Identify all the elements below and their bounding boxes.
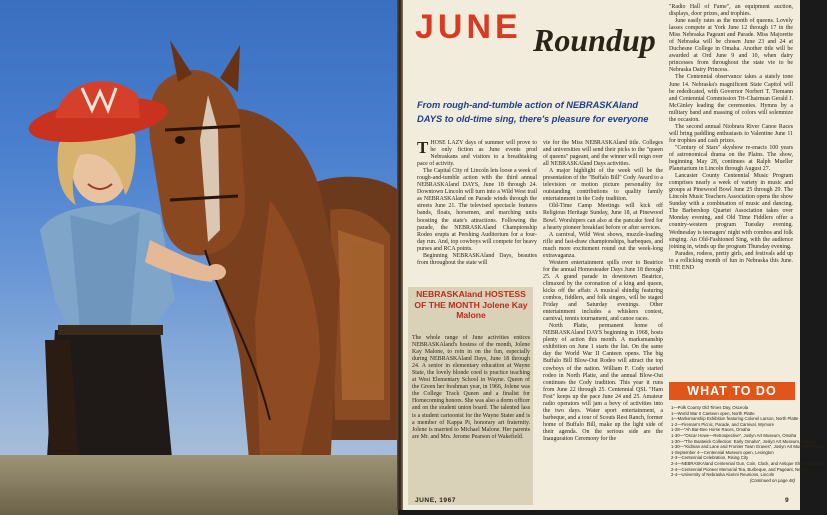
what-to-do-header: WHAT TO DO (669, 382, 795, 400)
list-item: 1-30—"Oscar Howe—Retrospective", Joslyn Art Museum, Omaha (671, 432, 797, 438)
paragraph: Western entertainment spills over to Beatrice for the annual Homesteader Days June 18 through 25. A grand parade in downtown Beatrice, climaxed by the coronation of a king and queen, kicks off the affair. A musical shindig featuring combos, fiddlers, and folk singers, will be staged Friday and Saturday evenings. Other entertainment includes a whiskers contest, carnival, tennis tournament, and canoe races. (543, 259, 663, 323)
list-item: 1—Marksmanship Exhibition featuring Colonel Larson, North Platte (671, 416, 799, 422)
headline-roundup: Roundup (533, 22, 656, 58)
paragraph: June easily rates as the month of queens. Lovely lasses compete at York June 12 through 17 in the Miss Nebraska Pageant and Parade. Miss Majorette of Nebraska will be chosen June 23 and 24 at Duchesne College in Omaha. Another title will be awarded at Ord June 9 and 10, when dairy princesses from throughout the state vie to be Nebraska Dairy Princess. (669, 18, 793, 74)
paragraph: The Capital City of Lincoln lets loose a week of rough-and-tumble action with the third annual NEBRASKAland DAYS, June 18 through 24. Downtown Lincoln will turn into a Wild West trail as NEBRASKAland on Parade winds through the streets June 21. The televised spectacle features bands, floats, horsemen, and marching units boosting the state's attractions. Following the parade, the NEBRASKAland Championship Rodeo erupts at Pershing Auditorium for a four-day run. And, top cowboys will compete for heavy purses and RCA points. (417, 168, 537, 252)
article-column-3 (669, 4, 793, 374)
footer-date: JUNE, 1967 (415, 497, 456, 504)
paragraph: A carnival, Wild West shows, muzzle-loading rifle and fast-draw championships, barbeques, and much more excitement round out the week-long extravaganza. (543, 231, 663, 259)
woman-with-horse-photo (0, 0, 398, 510)
article-page (403, 0, 827, 510)
continued-note: (Continued on page 48) (749, 477, 795, 483)
list-item: 1-September 4—Centennial Museum open, Lexington (671, 449, 774, 455)
list-item: 2-4—Centennial Pioneer Memorial Tea, Burbeque, and Pageant, Nelson (671, 466, 809, 472)
paragraph: The whole range of June activities entices NEBRASKAland's hostess of the month, Jolene Kay Malone, to rein in on the fun, especially during NEBRASKAland Days, June 18 through 24. A senior in elementary education at Wayne State, the lovely blonde coed is practice teaching at West Elementary School in Wayne. Queen of the Green her freshman year, in 1966, Jolene was the College Track Queen and a finalist for Homecoming honors. She was also a dorm officer and on the student union board. The talented lass is a student cartoonist for the Wayne Stater and is a member of Kappa Pi, honorary art fraternity. Jolene is married to Michael Malone. Her parents are Mr. and Mrs. Jerome Pearson of Wakefield. (412, 335, 531, 440)
what-to-do-list (671, 405, 827, 501)
paragraph: The second annual Niobrara River Canoe Races will bring paddling enthusiasts to Valentine June 11 for trophies and cash prizes. (669, 123, 793, 144)
article-subtitle: From rough-and-tumble action of NEBRASKAland DAYS to old-time sing, there's pleasure for everyone (417, 100, 649, 124)
photo-illustration (0, 0, 398, 510)
paragraph: "Century of Stars" skyshow re-enacts 100 years of astronomical drama on the Plains. The show, beginning May 28, continues at Ralph Mueller Planetarium in Lincoln through August 27. (669, 144, 793, 173)
paragraph: Parades, rodeos, pretty girls, and festivals add up to a rollicking month of fun in Nebraska this June. THE END (669, 250, 793, 271)
list-item: 2-3—Centennial Celebration, Rising City (671, 455, 749, 461)
paragraph: Old-Time Camp Meetings will kick off Religious Heritage Sunday, June 18, at Pinewood Bowl. Worshipers can also at the pancake feed for a hearty pioneer breakfast before or after services. (543, 203, 663, 231)
page-number: 9 (785, 497, 789, 504)
hostess-title: NEBRASKAland HOSTESS OF THE MONTH Jolene Kay Malone (414, 289, 528, 320)
paragraph: North Platte, permanent home of NEBRASKAland DAYS beginning in 1968, hosts plenty of action this month. A marksmanship exhibition on June 1 starts the list. On the same day the World War II Canteen opens. The big Buffalo Bill Blow-Out Rodeo will attract the top cowboys of the nation. William F. Cody started rodeo in North Platte, and the annual Blow-Out continues the Cody tradition. This year it runs from June 22 through 25. Centennial QSL "Ham Fest" keeps up the pace June 24 and 25. Amateur radio operators will jam a bevy of activities into the two days. Water sport entertainment, a barbeque, and a tour of Scouts Rest Ranch, former home of Buffalo Bill, make up the light side of their agenda. On the serious side are the Inauguration Ceremony for the (543, 323, 663, 442)
hostess-text (412, 335, 530, 505)
article-column-2 (543, 140, 663, 496)
paragraph: "Radio Hall of Fame", an equipment auction, displays, door prizes, and trophies. (669, 4, 793, 18)
ground (0, 455, 398, 515)
paragraph: Lancaster County Centennial Music Program comprises nearly a week of variety in music and groups at Pinewood Bowl June 25 through 29. The Lincoln Music Teachers Association opens the show Sunday with a combination of music and dancing. The Barbershop Quartet Association takes over Monday evening, and Old Time Fiddlers offer a country-western program Tuesday evening. Wednesday is teenagers' night with combos and folk singing. An Old-Fashioned Sing, with the audience joining in, winds up the program Thursday evening. (669, 173, 793, 250)
paragraph: A major highlight of the week will be the presentation of the "Buffalo Bill" Cody Award to a television or motion picture personality for outstanding contributions to quality family entertainment in the Cody tradition. (543, 168, 663, 203)
list-item: 1-30—"Kidman and Lane and Frontier Town Graves", Joslyn Art Museum, Omaha (671, 444, 827, 450)
list-item: 1-30—"The Boatwick Collection: Early Omaha", Joslyn Art Museum, Omaha (671, 438, 816, 444)
paragraph: The Centennial observance takes a stately tone June 14. Nebraska's magnificent State Capitol will be rededicated, with Governor Norbert T. Tiemann and Centennial Commission Tri-Chairman Gerald J. McGinley leading the ceremonies. Hymns by a military band and massing of colors will solemnize the occasion. (669, 74, 793, 123)
list-item: 2-4—NEBRASKAland Centennial Gun, Coin, Clock, and Antique Show, Columbus (671, 460, 827, 466)
list-item: 1—World War II Canteen open, North Platte (671, 410, 755, 416)
list-item: 1-2—Fireman's Picnic, Parade, and Carnival, Wymore (671, 421, 774, 427)
paragraph: HOSE LAZY days of summer will prove to be only fiction as June events prod Nebraskans and visitors to a breathtaking pace of activity. (417, 140, 537, 168)
drop-cap: T (417, 138, 429, 157)
list-item: 1—Polk County Old Times Day, Osceola (671, 405, 749, 410)
list-item: 1-28—"Ah Bar-Bee Horse Races, Omaha (671, 427, 751, 433)
paragraph: vie for the Miss NEBRASKAland title. Colleges and universities will send their picks to the "queen of queens" pageant, and the winner will reign over all NEBRASKAland Days activities. (543, 140, 663, 168)
list-item: 2-4—University of Nebraska Alumni Reunions, Lincoln (671, 472, 775, 478)
paragraph: Beginning NEBRASKAland Days, beauties from throughout the state will (417, 252, 537, 266)
headline-june: JUNE (415, 8, 522, 46)
